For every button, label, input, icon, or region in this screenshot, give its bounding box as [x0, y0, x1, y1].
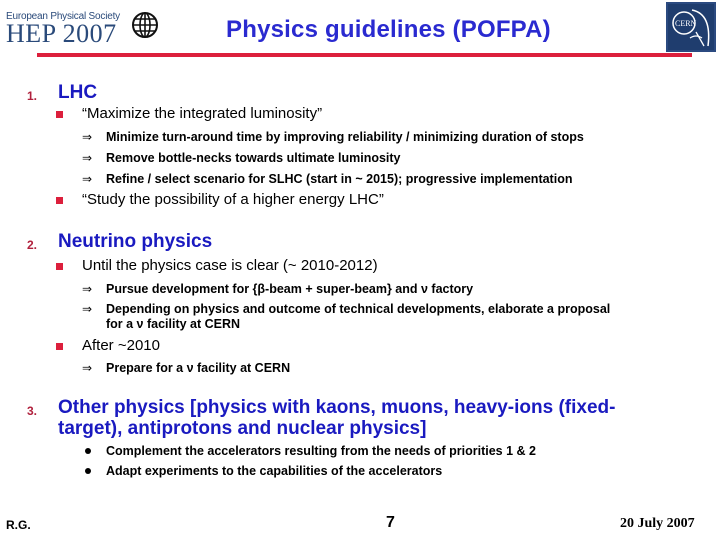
square-bullet-icon — [56, 197, 63, 204]
square-bullet-icon — [56, 343, 63, 350]
page-title: Physics guidelines (POFPA) — [226, 16, 551, 43]
section-2-item-2: After ~2010 — [82, 337, 160, 354]
section-3-number: 3. — [27, 404, 38, 418]
section-1-number: 1. — [27, 89, 38, 103]
section-1-item-1: “Maximize the integrated luminosity” — [82, 105, 323, 122]
section-3-item-1: Complement the accelerators resulting from the needs of priorities 1 & 2 — [106, 444, 536, 458]
cern-logo-icon — [668, 4, 714, 50]
logo-society-text: European Physical Society — [6, 11, 120, 22]
section-2-number: 2. — [27, 238, 38, 252]
footer-author: R.G. — [6, 518, 31, 532]
eps-hep2007-logo — [6, 11, 120, 46]
title-divider — [37, 53, 692, 57]
globe-icon — [130, 10, 160, 40]
footer-date: 20 July 2007 — [620, 516, 695, 531]
section-1-subitem-1: Minimize turn-around time by improving reliability / minimizing duration of stops — [106, 130, 584, 144]
section-3-title-line-1: Other physics [physics with kaons, muons, heavy-ions (fixed- — [58, 397, 616, 418]
section-1-item-2: “Study the possibility of a higher energy LHC” — [82, 191, 384, 208]
section-1-subitem-3: Refine / select scenario for SLHC (start in ~ 2015); progressive implementation — [106, 172, 573, 186]
section-2-item-1: Until the physics case is clear (~ 2010-2012) — [82, 257, 378, 274]
section-3-title-line-2: target), antiprotons and nuclear physics] — [58, 418, 427, 439]
square-bullet-icon — [56, 263, 63, 270]
section-2-subitem-2-cont: for a ν facility at CERN — [106, 317, 241, 331]
section-2-subitem-1: Pursue development for {β-beam + super-beam} and ν factory — [106, 282, 474, 296]
square-bullet-icon — [56, 111, 63, 118]
logo-event-text: HEP 2007 — [6, 19, 117, 48]
section-2-title: Neutrino physics — [58, 231, 213, 252]
section-1-subitem-2: Remove bottle-necks towards ultimate luminosity — [106, 151, 401, 165]
arrow-bullet-icon: ⇒ — [82, 302, 93, 316]
section-2-subitem-2: Depending on physics and outcome of technical developments, elaborate a proposal — [106, 302, 611, 316]
arrow-bullet-icon: ⇒ — [82, 130, 93, 144]
section-1-title: LHC — [58, 82, 98, 103]
cern-logo — [666, 2, 716, 52]
arrow-bullet-icon: ⇒ — [82, 282, 93, 296]
footer-page-number: 7 — [386, 514, 395, 531]
cern-logo-text: CERN — [675, 19, 697, 28]
section-3-item-2: Adapt experiments to the capabilities of the accelerators — [106, 464, 443, 478]
arrow-bullet-icon: ⇒ — [82, 172, 93, 186]
arrow-bullet-icon: ⇒ — [82, 361, 93, 375]
section-2-subitem-3: Prepare for a ν facility at CERN — [106, 361, 291, 375]
arrow-bullet-icon: ⇒ — [82, 151, 93, 165]
round-bullet-icon — [85, 448, 91, 454]
round-bullet-icon — [85, 468, 91, 474]
